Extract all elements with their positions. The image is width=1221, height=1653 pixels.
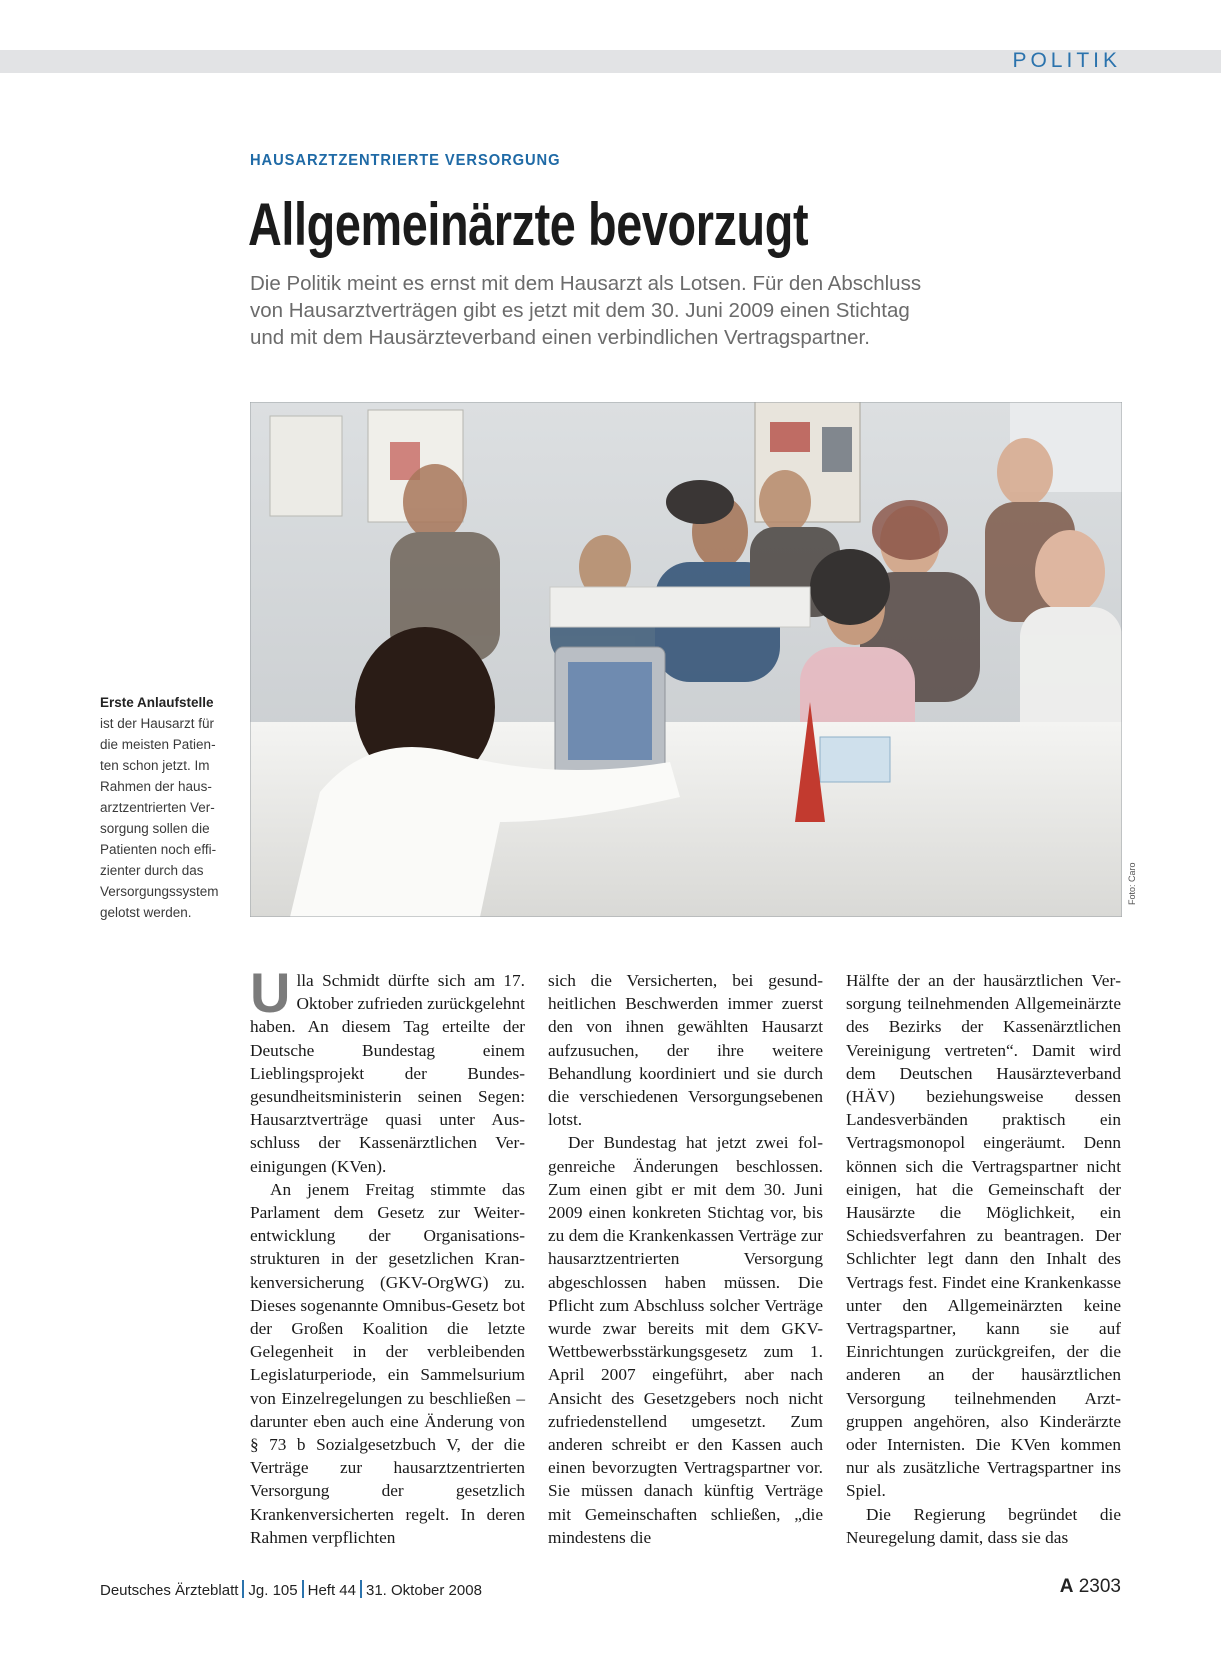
issue-date: 31. Oktober 2008 — [366, 1582, 482, 1599]
article-lead — [250, 270, 1130, 351]
body-paragraph: Die Regierung begründet die Neuregelung damit, dass sie das — [846, 1504, 1121, 1547]
journal-issue: Heft 44 — [307, 1582, 356, 1599]
body-paragraph: Der Bundestag hat jetzt zwei folgenreiche Änderungen beschlossen. Zum einen gibt er mit dem 30. Juni 2009 einen konkreten Stichtag vor, bis zu dem die Krankenkassen Verträge zur hausarztzentrierten Versorgung abgeschlossen haben müssen. Die Pflicht zum Abschluss solcher Verträge wurde zwar bereits mit dem GKV-Wettbewerbsstärkungsgesetz zum 1. April 2007 eingeführt, aber nach Ansicht des Gesetzgebers noch nicht zufriedenstellend umgesetzt. Zum anderen schreibt er den Kassen auch einen bevorzugten Vertragspartner vor. Sie müssen danach künftig Verträge mit Gemeinschaften schließen, „die mindestens die — [548, 1133, 823, 1547]
paragraph-text: lla Schmidt dürfte sich am 17. Oktober zufrieden zurückgelehnt haben. An diesem Tag erteilte der Deutsche Bundestag einem Lieblingsprojekt der Bundesgesundheitsministerin seinen Segen: Hausarztverträge quasi unter Ausschluss der Kassenärztlichen Vereinigungen (KVen). — [250, 971, 525, 1176]
journal-volume: Jg. 105 — [248, 1582, 298, 1599]
caption-line: arztzentrierten Ver- — [100, 800, 215, 815]
page-prefix: A — [1059, 1576, 1074, 1597]
caption-line: Versorgungssystem — [100, 884, 219, 899]
footer-divider — [302, 1580, 304, 1598]
caption-line: ten schon jetzt. Im — [100, 758, 210, 773]
lead-line: und mit dem Hausärzteverband einen verbindlichen Vertragspartner. — [250, 326, 870, 349]
lead-line: Die Politik meint es ernst mit dem Hausarzt als Lotsen. Für den Abschluss — [250, 272, 922, 295]
caption-line: gelotst werden. — [100, 905, 192, 920]
body-column-2 — [548, 969, 823, 1549]
caption-title: Erste Anlaufstelle — [100, 695, 214, 710]
drop-cap: U — [250, 961, 291, 1024]
page-footer — [100, 1580, 482, 1599]
body-paragraph: Hälfte der an der hausärztlichen Versorgung teilnehmenden Allgemeinärzte des Bezirks der Kassenärztlichen Vereinigung vertreten“. Damit wird dem Deutschen Hausärzteverband (HÄV) beziehungsweise dessen Landesverbänden praktisch ein Vertragsmonopol eingeräumt. Denn können sich die Vertragspartner nicht einigen, hat die Gemeinschaft der Hausärzte die Möglichkeit, ein Schiedsverfahren zu beantragen. Der Schlichter legt dann den Inhalt des Vertrags fest. Findet eine Krankenkasse unter den Allgemeinärzten keine Vertragspartner, kann sie auf Einrichtungen zurückgreifen, der die anderen an der hausärztlichen Versorgung teilnehmenden Arztgruppen angehören, also Kinderärzte oder Internisten. Die KVen kommen nur als zusätzliche Vertragspartner ins Spiel. — [846, 971, 1121, 1501]
body-paragraph: sich die Versicherten, bei gesundheitlichen Beschwerden immer zuerst den von ihnen gewählten Hausarzt aufzusuchen, der ihre weitere Behandlung koordiniert und sie durch die verschiedenen Versorgungsebenen lotst. — [548, 971, 823, 1130]
photo-credit: Foto: Caro — [1127, 862, 1137, 905]
section-label: POLITIK — [1012, 49, 1121, 72]
article-photo — [250, 402, 1122, 917]
caption-line: sorgung sollen die — [100, 821, 210, 836]
footer-divider — [242, 1580, 244, 1598]
caption-line: Patienten noch effi- — [100, 842, 217, 857]
waiting-room-photo — [250, 402, 1122, 917]
caption-line: ist der Hausarzt für — [100, 716, 215, 731]
photo-caption — [100, 692, 230, 923]
body-column-1 — [250, 961, 525, 1549]
page-number — [1060, 1576, 1121, 1598]
body-paragraph: An jenem Freitag stimmte das Parlament dem Gesetz zur Weiterentwicklung der Organisationsstrukturen in der gesetzlichen Krankenversicherung (GKV-OrgWG) zu. Dieses sogenannte Omnibus-Gesetz bot der Großen Koalition die letzte Gelegenheit in der verbleibenden Legislaturperiode, ein Sammelsurium von Einzelregelungen zu beschließen – darunter eben auch eine Änderung von § 73 b Sozialgesetzbuch V, der die Verträge zur hausarztzentrierten Versorgung der gesetzlich Krankenversicherten regelt. In deren Rahmen verpflichten — [250, 1179, 525, 1547]
footer-divider — [360, 1580, 362, 1598]
article-kicker: HAUSARZTZENTRIERTE VERSORGUNG — [250, 152, 561, 169]
caption-line: die meisten Patien- — [100, 737, 216, 752]
article-headline: Allgemeinärzte bevorzugt — [248, 191, 809, 258]
body-column-3 — [846, 969, 1121, 1549]
lead-line: von Hausarztverträgen gibt es jetzt mit dem 30. Juni 2009 einen Stichtag — [250, 299, 910, 322]
page-number-value: 2303 — [1078, 1576, 1121, 1597]
journal-name: Deutsches Ärzteblatt — [100, 1582, 239, 1599]
body-paragraph — [250, 961, 525, 1178]
caption-line: zienter durch das — [100, 863, 204, 878]
caption-line: Rahmen der haus- — [100, 779, 212, 794]
